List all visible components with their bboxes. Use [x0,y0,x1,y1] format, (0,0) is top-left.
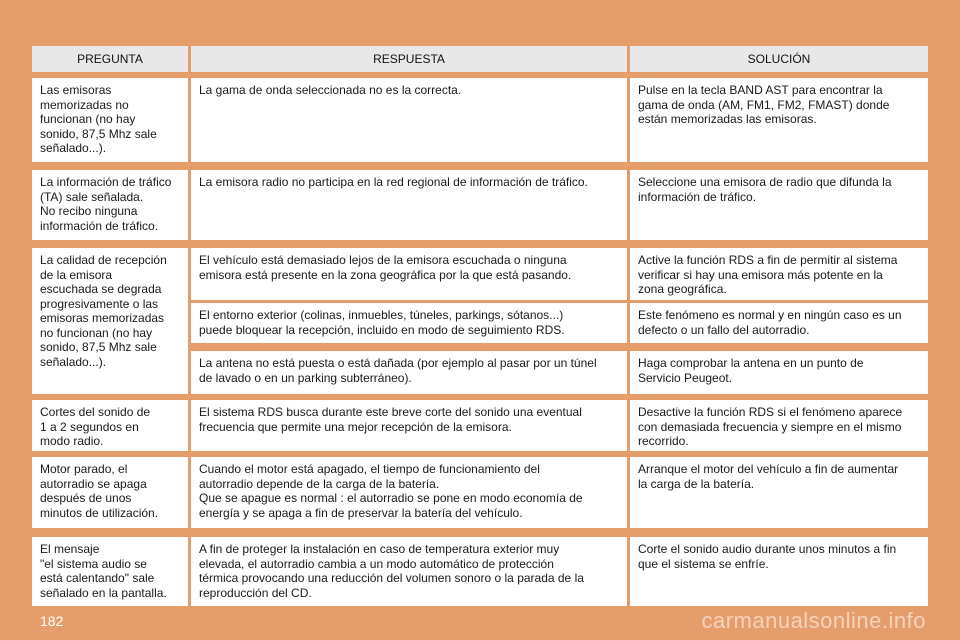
answer-cell: La emisora radio no participa en la red regional de información de tráfico. [191,170,627,240]
solution-cell: Este fenómeno es normal y en ningún caso es un defecto o un fallo del autorradio. [630,303,928,343]
solution-cell: Corte el sonido audio durante unos minutos a fin que el sistema se enfríe. [630,537,928,606]
answer-cell: A fin de proteger la instalación en caso de temperatura exterior muy elevada, el autorradio cambia a un modo automático de protección térmica provocando una reducción del volumen sonoro o la parada de la reproducción del CD. [191,537,627,606]
solution-cell: Active la función RDS a fin de permitir al sistema verificar si hay una emisora más potente en la zona geográfica. [630,248,928,300]
question-cell: Las emisoras memorizadas no funcionan (no hay sonido, 87,5 Mhz sale señalado...). [32,78,188,162]
question-cell: La calidad de recepción de la emisora escuchada se degrada progresivamente o las emisoras memorizadas no funcionan (no hay sonido, 87,5 Mhz sale señalado...). [32,248,188,394]
header-respuesta: RESPUESTA [191,46,627,72]
answer-cell: El sistema RDS busca durante este breve corte del sonido una eventual frecuencia que permite una mejor recepción de la emisora. [191,400,627,451]
solution-cell: Haga comprobar la antena en un punto de Servicio Peugeot. [630,351,928,394]
answer-cell: La antena no está puesta o está dañada (por ejemplo al pasar por un túnel de lavado o en un parking subterráneo). [191,351,627,394]
answer-cell: El entorno exterior (colinas, inmuebles, túneles, parkings, sótanos...) puede bloquear la recepción, incluido en modo de seguimiento RDS. [191,303,627,343]
solution-cell: Desactive la función RDS si el fenómeno aparece con demasiada frecuencia y siempre en el mismo recorrido. [630,400,928,451]
answer-cell: La gama de onda seleccionada no es la correcta. [191,78,627,162]
answer-cell: Cuando el motor está apagado, el tiempo de funcionamiento del autorradio depende de la carga de la batería. Que se apague es normal : el autorradio se pone en modo economía de energía y se apaga a fin de preservar la batería del vehículo. [191,457,627,528]
header-pregunta: PREGUNTA [32,46,188,72]
question-cell: Motor parado, el autorradio se apaga después de unos minutos de utilización. [32,457,188,528]
answer-cell: El vehículo está demasiado lejos de la emisora escuchada o ninguna emisora está presente en la zona geográfica por la que está pasando. [191,248,627,300]
page-number: 182 [40,613,64,629]
solution-cell: Pulse en la tecla BAND AST para encontrar la gama de onda (AM, FM1, FM2, FMAST) donde están memorizadas las emisoras. [630,78,928,162]
solution-cell: Arranque el motor del vehículo a fin de aumentar la carga de la batería. [630,457,928,528]
solution-cell: Seleccione una emisora de radio que difunda la información de tráfico. [630,170,928,240]
question-cell: Cortes del sonido de 1 a 2 segundos en modo radio. [32,400,188,451]
question-cell: La información de tráfico (TA) sale señalada. No recibo ninguna información de tráfico. [32,170,188,240]
header-solucion: SOLUCIÓN [630,46,928,72]
question-cell: El mensaje "el sistema audio se está calentando" sale señalado en la pantalla. [32,537,188,606]
watermark: carmanualsonline.info [701,608,926,633]
